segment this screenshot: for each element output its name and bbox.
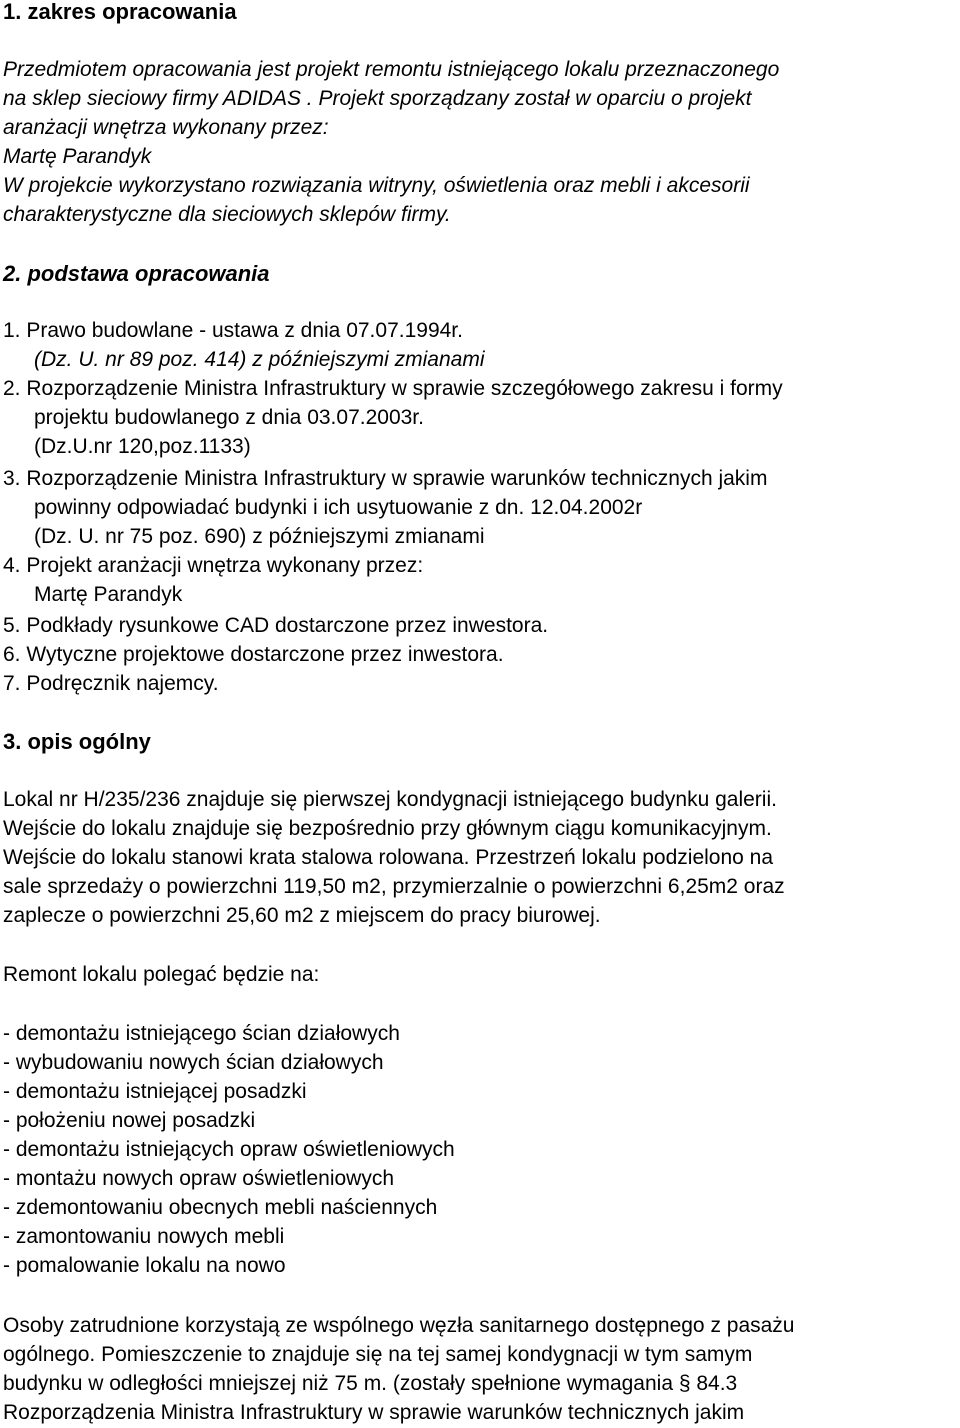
reference-item: 6. Wytyczne projektowe dostarczone przez inwestora. xyxy=(3,643,504,666)
reference-item: powinny odpowiadać budynki i ich usytuowanie z dn. 12.04.2002r xyxy=(34,496,643,519)
paragraph-line: zaplecze o powierzchni 25,60 m2 z miejscem do pracy biurowej. xyxy=(3,904,601,927)
paragraph-line: Wejście do lokalu znajduje się bezpośrednio przy głównym ciągu komunikacyjnym. xyxy=(3,817,772,840)
reference-item: Martę Parandyk xyxy=(34,583,183,606)
reference-item: (Dz. U. nr 89 poz. 414) z późniejszymi zmianami xyxy=(34,348,485,371)
section-1-line: Przedmiotem opracowania jest projekt remontu istniejącego lokalu przeznaczonego xyxy=(3,58,780,81)
section-1-line: charakterystyczne dla sieciowych sklepów firmy. xyxy=(3,203,451,226)
remont-list-item: - montażu nowych opraw oświetleniowych xyxy=(3,1167,395,1190)
remont-list-item: - demontażu istniejących opraw oświetleniowych xyxy=(3,1138,455,1161)
section-3-heading: 3. opis ogólny xyxy=(3,729,151,754)
remont-list-item: - wybudowaniu nowych ścian działowych xyxy=(3,1051,384,1074)
paragraph-line: Osoby zatrudnione korzystają ze wspólnego węzła sanitarnego dostępnego z pasażu xyxy=(3,1314,795,1337)
reference-item: 7. Podręcznik najemcy. xyxy=(3,672,219,695)
reference-item: 4. Projekt aranżacji wnętrza wykonany przez: xyxy=(3,554,424,577)
remont-intro: Remont lokalu polegać będzie na: xyxy=(3,963,320,986)
section-1-line: aranżacji wnętrza wykonany przez: xyxy=(3,116,329,139)
paragraph-line: budynku w odległości mniejszej niż 75 m. (zostały spełnione wymagania § 84.3 xyxy=(3,1372,738,1395)
reference-item: (Dz. U. nr 75 poz. 690) z późniejszymi zmianami xyxy=(34,525,485,548)
paragraph-line: ogólnego. Pomieszczenie to znajduje się na tej samej kondygnacji w tym samym xyxy=(3,1343,753,1366)
section-1-line: Martę Parandyk xyxy=(3,145,152,168)
remont-list-item: - zamontowaniu nowych mebli xyxy=(3,1225,285,1248)
paragraph-line: Lokal nr H/235/236 znajduje się pierwszej kondygnacji istniejącego budynku galerii. xyxy=(3,788,777,811)
section-1-line: na sklep sieciowy firmy ADIDAS . Projekt sporządzany został w oparciu o projekt xyxy=(3,87,752,110)
paragraph-line: Rozporządzenia Ministra Infrastruktury w sprawie warunków technicznych jakim xyxy=(3,1401,745,1424)
remont-list-item: - zdemontowaniu obecnych mebli naściennych xyxy=(3,1196,438,1219)
reference-item: projektu budowlanego z dnia 03.07.2003r. xyxy=(34,406,424,429)
remont-list-item: - położeniu nowej posadzki xyxy=(3,1109,256,1132)
section-2-heading: 2. podstawa opracowania xyxy=(3,261,270,286)
remont-list-item: - demontażu istniejącego ścian działowych xyxy=(3,1022,400,1045)
paragraph-line: Wejście do lokalu stanowi krata stalowa rolowana. Przestrzeń lokalu podzielono na xyxy=(3,846,774,869)
remont-list-item: - demontażu istniejącej posadzki xyxy=(3,1080,307,1103)
reference-item: 5. Podkłady rysunkowe CAD dostarczone przez inwestora. xyxy=(3,614,549,637)
section-1-line: W projekcie wykorzystano rozwiązania witryny, oświetlenia oraz mebli i akcesorii xyxy=(3,174,750,197)
reference-item: (Dz.U.nr 120,poz.1133) xyxy=(34,435,251,458)
remont-list-item: - pomalowanie lokalu na nowo xyxy=(3,1254,286,1277)
paragraph-line: sale sprzedaży o powierzchni 119,50 m2, przymierzalnie o powierzchni 6,25m2 oraz xyxy=(3,875,785,898)
reference-item: 3. Rozporządzenie Ministra Infrastruktury w sprawie warunków technicznych jakim xyxy=(3,467,768,490)
reference-item: 1. Prawo budowlane - ustawa z dnia 07.07.1994r. xyxy=(3,319,463,342)
reference-item: 2. Rozporządzenie Ministra Infrastruktury w sprawie szczegółowego zakresu i formy xyxy=(3,377,783,400)
section-1-heading: 1. zakres opracowania xyxy=(3,0,237,24)
